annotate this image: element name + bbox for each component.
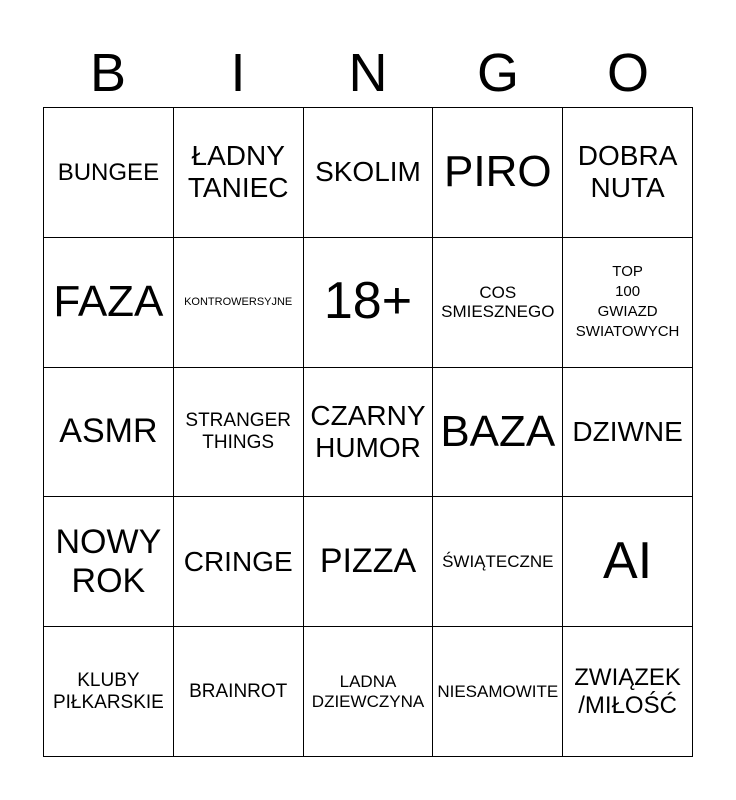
bingo-cell-r5c4[interactable] <box>433 627 563 757</box>
bingo-cell-r4c2[interactable] <box>174 497 304 627</box>
bingo-cell-r1c2[interactable] <box>174 108 304 238</box>
cell-text: DOBRA NUTA <box>577 140 678 204</box>
cell-text: NOWY ROK <box>55 522 162 600</box>
cell-text: PIZZA <box>319 542 417 581</box>
bingo-cell-r3c5[interactable] <box>563 368 693 498</box>
header-letter-n: N <box>348 43 388 103</box>
cell-text: LADNA DZIEWCZYNA <box>311 672 425 711</box>
cell-text: KONTROWERSYJNE <box>184 295 293 308</box>
bingo-cell-r1c4[interactable] <box>433 108 563 238</box>
cell-text: BRAINROT <box>189 680 288 702</box>
bingo-cell-r4c5[interactable] <box>563 497 693 627</box>
bingo-cell-r3c3[interactable] <box>304 368 434 498</box>
bingo-header <box>43 38 693 108</box>
cell-text: NIESAMOWITE <box>437 681 559 701</box>
cell-text: FAZA <box>53 276 164 326</box>
cell-text: BAZA <box>440 406 556 456</box>
bingo-cell-r2c5[interactable] <box>563 238 693 368</box>
cell-text: BUNGEE <box>57 158 160 186</box>
bingo-cell-r2c4[interactable] <box>433 238 563 368</box>
bingo-cell-r4c1[interactable] <box>44 497 174 627</box>
cell-text: CRINGE <box>183 545 293 577</box>
bingo-cell-r1c3[interactable] <box>304 108 434 238</box>
cell-text: COS SMIESZNEGO <box>441 282 555 322</box>
header-letter-b: B <box>89 43 127 103</box>
header-letter-o: O <box>606 43 649 103</box>
cell-text: SKOLIM <box>315 156 421 188</box>
bingo-cell-r2c3[interactable] <box>304 238 434 368</box>
bingo-cell-r2c2[interactable] <box>174 238 304 368</box>
bingo-cell-r5c3[interactable] <box>304 627 434 757</box>
bingo-cell-r4c3[interactable] <box>304 497 434 627</box>
cell-text: DZIWNE <box>572 415 683 447</box>
bingo-cell-r5c5[interactable] <box>563 627 693 757</box>
bingo-grid <box>43 107 693 757</box>
bingo-cell-r4c4[interactable] <box>433 497 563 627</box>
bingo-cell-r1c1[interactable] <box>44 108 174 238</box>
cell-text: STRANGER THINGS <box>185 410 291 453</box>
header-letter-g: G <box>476 43 519 103</box>
cell-text: ASMR <box>59 412 158 451</box>
bingo-cell-r1c5[interactable] <box>563 108 693 238</box>
bingo-cell-r3c4[interactable] <box>433 368 563 498</box>
cell-text: AI <box>603 531 653 590</box>
bingo-cell-r3c2[interactable] <box>174 368 304 498</box>
cell-text: PIRO <box>444 147 552 197</box>
cell-text: ŚWIĄTECZNE <box>442 552 554 572</box>
cell-text: 18+ <box>323 272 413 331</box>
bingo-cell-r2c1[interactable] <box>44 238 174 368</box>
cell-text: ŁADNY TANIEC <box>187 140 289 204</box>
bingo-cell-r5c1[interactable] <box>44 627 174 757</box>
header-letter-i: I <box>230 43 246 103</box>
cell-text: ZWIĄZEK /MIŁOŚĆ <box>574 664 681 719</box>
bingo-cell-r5c2[interactable] <box>174 627 304 757</box>
cell-text: TOP 100 GWIAZD SWIATOWYCH <box>575 262 680 341</box>
cell-text: KLUBY PIŁKARSKIE <box>52 669 164 713</box>
bingo-cell-r3c1[interactable] <box>44 368 174 498</box>
cell-text: CZARNY HUMOR <box>310 399 426 463</box>
